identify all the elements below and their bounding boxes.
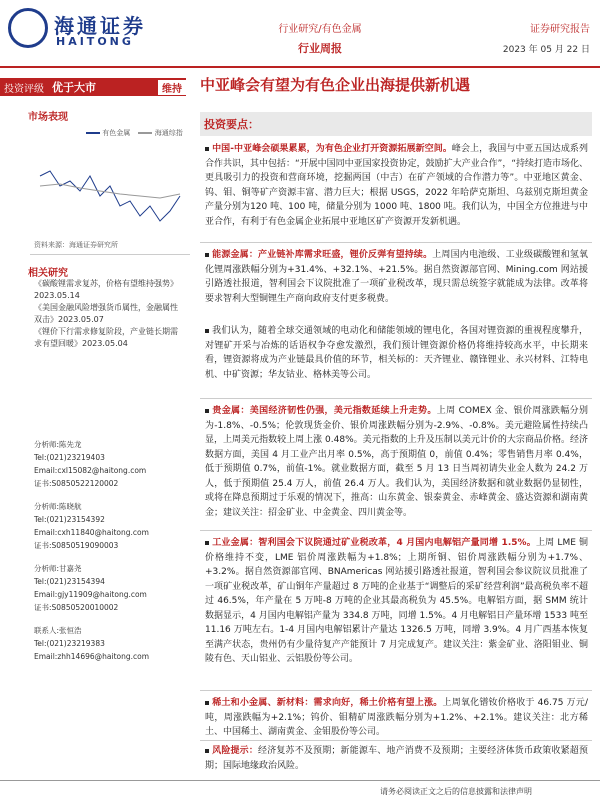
analyst-cert: 证书:S0850519090003 bbox=[34, 541, 119, 550]
contact-tel: Tel:(021)23219383 bbox=[34, 639, 105, 648]
para-precious-metals: 贵金属：美国经济韧性仍强，美元指数延续上升走势。上周 COMEX 金、银价周涨跌幅分别为-1.8%、-0.5%；伦敦现货金价、银价周涨跌幅分别为-2.9%、-0.8%。美元避险属性持续凸显，上周美元指数较上周上涨 0.48%。美元指数的上升及压制以美元计价的大宗商品价格。经济数据方面，美国 4 月工业产出月率 0.5%，高于预期值 0，前值 0.4%；零售销售月率 0.4%，低于预期值 0.7%，前值-1%。就业数据方面，截至 5 月 13 日当周初请失业金人数为 24.2 万人，低于预期值 25.4 万人，前值 26.4 万人。我们认为，美国经济数据和就业数据仍显韧性，或将在降息预期过于乐观的情况下，推高：山东黄金、银泰黄金、赤峰黄金、盛达资源和湖南黄金；建议关注：招金矿业、中金黄金、四川黄金等。 bbox=[205, 406, 588, 518]
footer-disclaimer: 请务必阅读正文之后的信息披露和法律声明 bbox=[380, 787, 532, 796]
series-nonferrous bbox=[40, 171, 180, 221]
bullet-icon bbox=[205, 701, 209, 705]
analyst-name: 分析师:陈晓航 bbox=[34, 502, 82, 511]
analyst-cert: 证书:S0850522120002 bbox=[34, 479, 119, 488]
para-industrial-metals: 工业金属：智利国会下议院通过矿业税改革，4 月国内电解铝产量同增 1.5%。上周 LME 铜价格维持不变，LME 铝价周涨跌幅为+1.8%；上期所铜、铝价周涨跌幅分别为+1.7%、+3.2%。据自然资源部官网、BNAmericas 网站援引路透社报道，智利国会参议院议员批准了一项矿业税改革，矿山铜年产量超过 8 万吨的企业基于“调整后的采矿经营利润”最高税负率不超过 46.5%，年产量在 5 万吨-8 万吨的企业其最高税负为 45.5%。电解铝方面，据 SMM 统计数据显示，4 月国内电解铝产量为 334.8 万吨，同增 1.5%。4 月电解铝日产量环增 1533 吨至 11.16 万吨左右。1-4 月国内电解铝累计产量达 1326.5 万吨，同增 3.9%。4 月广西基本恢复至满产状态，贵州仍有少量待复产产能预计 7 月完成复产。建议关注：紫金矿业、洛阳钼业、铜陵有色、天山铝业、云铝股份等公司。 bbox=[205, 538, 588, 664]
analyst-3 bbox=[34, 562, 147, 614]
left-divider bbox=[30, 254, 190, 255]
legend-b: 海通综指 bbox=[154, 129, 183, 137]
analyst-2 bbox=[34, 500, 149, 552]
report-label: 证券研究报告 bbox=[530, 24, 590, 35]
para-divider bbox=[200, 530, 592, 531]
bullet-icon bbox=[205, 253, 209, 257]
bullet-icon bbox=[205, 541, 209, 545]
report-date: 2023 年 05 月 22 日 bbox=[502, 45, 590, 55]
legend-swatch-b bbox=[138, 132, 152, 134]
contact-name: 联系人:张恒浩 bbox=[34, 626, 82, 635]
para-divider bbox=[200, 398, 592, 399]
bullet-icon bbox=[205, 409, 209, 413]
rating-status: 维持 bbox=[158, 80, 186, 95]
analyst-email[interactable]: Email:cxh11840@haitong.com bbox=[34, 528, 149, 537]
header-divider bbox=[0, 66, 600, 68]
para-divider bbox=[200, 690, 592, 691]
chart-source: 资料来源：海通证券研究所 bbox=[34, 241, 118, 249]
para-lithium-outlook: 我们认为，随着全球交通领域的电动化和储能领域的锂电化，各国对锂资源的重视程度攀升，对锂矿开采与冶炼的话语权争夺愈发激烈，我们预计锂资源价格仍将维持较高水平，中长期来看，锂资源将成为产业链最具价值的环节，相关标的：天齐锂业、赣锋锂业、永兴材料、江特电机、中矿资源；华友钴业、格林美等公司。 bbox=[205, 326, 588, 380]
bullet-icon bbox=[205, 329, 209, 333]
contact-email[interactable]: Email:zhh14696@haitong.com bbox=[34, 652, 150, 661]
logo-emblem bbox=[8, 8, 48, 48]
para-central-asia: 中国-中亚峰会硕果累累，为有色企业打开资源拓展新空间。峰会上，我国与中亚五国达成系列合作共识，其中包括：“开展中国同中亚国家投资协定，鼓励扩大产业合作”，“持续打造市场化、更具吸引力的投资和营商环境，挖掘两国（中吉）在矿产领域的合作潜力等”。中亚地区黄金、钨、钼、铜等矿产资源丰富、潜力巨大；根据 USGS，2022 年哈萨克斯坦、乌兹别克斯坦黄金产量分别为120 吨、100 吨，储量分别为 1000 吨、1800 吨。我们认为，中国全方位推进与中亚合作，有利于有色金属企业拓展中亚地区矿产资源开发新机遇。 bbox=[205, 144, 588, 227]
report-type: 行业周报 bbox=[298, 42, 342, 55]
para-rare-earth: 稀土和小金属、新材料：需求向好，稀土价格有望上涨。上周氧化镨钕价格收于 46.75 万元/吨，周涨跌幅为+2.1%；钨价、钼精矿周涨跌幅分别为+1.2%、+2.1%。建议关注：北方稀土、中国稀土、湖南黄金、金钼股份等公司。 bbox=[205, 698, 588, 737]
analyst-tel: Tel:(021)23154394 bbox=[34, 577, 105, 586]
analyst-email[interactable]: Email:cxl15082@haitong.com bbox=[34, 466, 147, 475]
analyst-email[interactable]: Email:gjy11909@haitong.com bbox=[34, 590, 147, 599]
key-points-heading: 投资要点： bbox=[204, 118, 259, 131]
legend-a: 有色金属 bbox=[102, 129, 131, 137]
analyst-tel: Tel:(021)23219403 bbox=[34, 453, 105, 462]
bullet-icon bbox=[205, 749, 209, 753]
bullet-icon bbox=[205, 147, 209, 151]
para-energy-metals: 能源金属：产业链补库需求旺盛，锂价反弹有望持续。上周国内电池级、工业级碳酸锂和氢氧化锂周涨跌幅分别为+31.4%、+32.1%、+21.5%。据自然资源部官网、Mining.com 网站援引路透社报道，智利国会下议院批准了一项矿业税改革，现只需总统签字就能成为法律。改革将要求智利大型铜锂生产商向政府支付更多税费。 bbox=[205, 250, 588, 304]
analyst-tel: Tel:(021)23154392 bbox=[34, 515, 105, 524]
legend-swatch-a bbox=[86, 132, 100, 134]
analyst-name: 分析师:甘嘉尧 bbox=[34, 564, 82, 573]
related-heading: 相关研究 bbox=[28, 268, 68, 279]
rating-bar bbox=[0, 78, 186, 96]
analyst-name: 分析师:陈先龙 bbox=[34, 440, 82, 449]
market-chart bbox=[20, 136, 190, 236]
rating-value: 优于大市 bbox=[52, 81, 96, 94]
logo-english: HAITONG bbox=[56, 35, 134, 48]
report-category: 行业研究/有色金属 bbox=[278, 24, 362, 35]
para-risk: 风险提示：经济复苏不及预期；新能源车、地产消费不及预期；主要经济体货币政策收紧超预期；国际地缘政治风险。 bbox=[205, 746, 588, 771]
market-heading: 市场表现 bbox=[28, 112, 68, 123]
para-divider bbox=[200, 242, 592, 243]
page-title: 中亚峰会有望为有色企业出海提供新机遇 bbox=[200, 76, 471, 94]
analyst-cert: 证书:S0850520010002 bbox=[34, 603, 119, 612]
para-divider bbox=[200, 740, 592, 741]
analyst-1 bbox=[34, 438, 146, 490]
rating-label: 投资评级 bbox=[4, 83, 44, 95]
contact bbox=[34, 624, 149, 663]
logo-text: 海通证券 bbox=[54, 14, 146, 38]
related-item[interactable]: 《锂价下行需求修复阶段，产业链长期需求有望回暖》2023.05.04 bbox=[34, 327, 178, 348]
related-item[interactable]: 《美国金融风险增强货币属性，金融属性双击》2023.05.07 bbox=[34, 303, 178, 324]
related-item[interactable]: 《碳酸锂需求复苏，价格有望维持强势》2023.05.14 bbox=[34, 279, 178, 300]
footer-divider bbox=[0, 780, 600, 781]
